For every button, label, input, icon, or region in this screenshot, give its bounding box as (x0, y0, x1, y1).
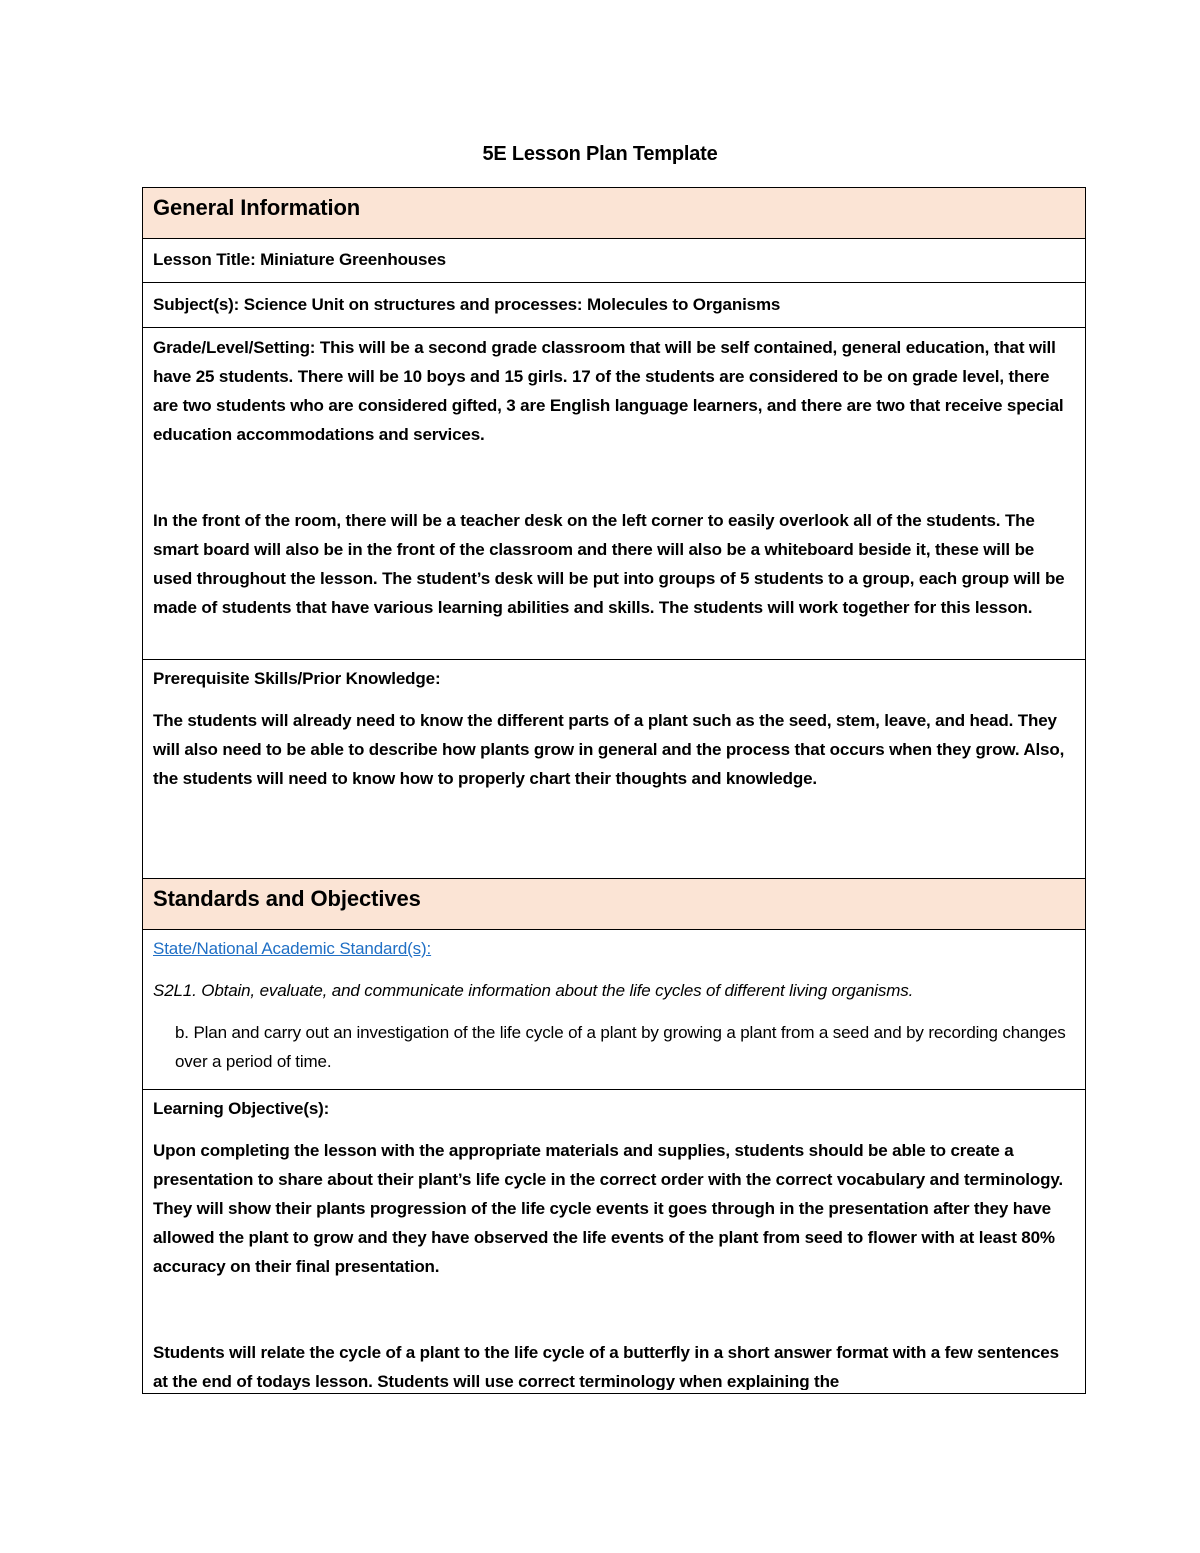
table-row (143, 660, 1086, 879)
table-row (143, 283, 1086, 328)
table-row (143, 1090, 1086, 1394)
spacer (153, 693, 1075, 706)
table-row (143, 239, 1086, 283)
spacer (153, 1123, 1075, 1136)
standard-b-text: b. Plan and carry out an investigation of the life cycle of a plant by growing a plant from a seed and by recording changes over a period of time. (175, 1023, 1066, 1071)
lesson-plan-table (142, 187, 1086, 1394)
learning-objective-text-2: Students will relate the cycle of a plant to the life cycle of a butterfly in a short answer format with a few sentences at the end of todays lesson. Students will use correct terminology when explaining the (153, 1343, 1059, 1390)
prerequisite-text: The students will already need to know the different parts of a plant such as the seed, stem, leave, and head. They will also need to be able to describe how plants grow in general and the process that occurs when they grow. Also, the students will need to know how to properly chart their thoughts and knowledge. (153, 711, 1065, 788)
document-title: 5E Lesson Plan Template (482, 143, 718, 165)
spacer (153, 1005, 1075, 1018)
grade-paragraph-2: In the front of the room, there will be a teacher desk on the left corner to easily overlook all of the students. The smart board will also be in the front of the classroom and there will also be a whiteboard beside it, these will be used throughout the lesson. The student’s desk will be put into groups of 5 students to a group, each group will be made of students that have various learning abilities and skills. The students will work together for this lesson. (153, 511, 1065, 617)
learning-objectives-content (153, 1094, 1075, 1390)
learning-objectives-label: Learning Objective(s): (153, 1099, 330, 1118)
section-header-general (143, 188, 1086, 239)
subjects-cell: Subject(s): Science Unit on structures and processes: Molecules to Organisms (143, 283, 1086, 328)
prerequisite-cell (143, 660, 1086, 879)
grade-level-setting-cell (143, 328, 1086, 660)
standard-code-text: S2L1. Obtain, evaluate, and communicate information about the life cycles of different living organisms. (153, 981, 914, 1000)
spacer (153, 1281, 1075, 1338)
academic-standards-cell (143, 930, 1086, 1090)
lesson-title-cell: Lesson Title: Miniature Greenhouses (143, 239, 1086, 283)
learning-objectives-cell (143, 1090, 1086, 1394)
academic-standards-link[interactable]: State/National Academic Standard(s): (153, 939, 432, 958)
grade-paragraph-1: Grade/Level/Setting: This will be a second grade classroom that will be self contained, general education, that will have 25 students. There will be 10 boys and 15 girls. 17 of the students are considered to be on grade level, there are two students who are considered gifted, 3 are English language learners, and there are two that receive special education accommodations and services. (153, 338, 1064, 444)
learning-objective-text-1: Upon completing the lesson with the appropriate materials and supplies, students should be able to create a presentation to share about their plant’s life cycle in the correct order with the correct vocabulary and terminology. They will show their plants progression of the life cycle events it goes through in the presentation after they have allowed the plant to grow and they have observed the life events of the plant from seed to flower with at least 80% accuracy on their final presentation. (153, 1141, 1063, 1276)
general-information-heading: General Information (143, 188, 1086, 239)
table-row (143, 930, 1086, 1090)
table-row (143, 328, 1086, 660)
prerequisite-label: Prerequisite Skills/Prior Knowledge: (153, 669, 441, 688)
spacer (153, 963, 1075, 976)
spacer (153, 449, 1075, 506)
section-header-standards (143, 879, 1086, 930)
standards-objectives-heading: Standards and Objectives (143, 879, 1086, 930)
